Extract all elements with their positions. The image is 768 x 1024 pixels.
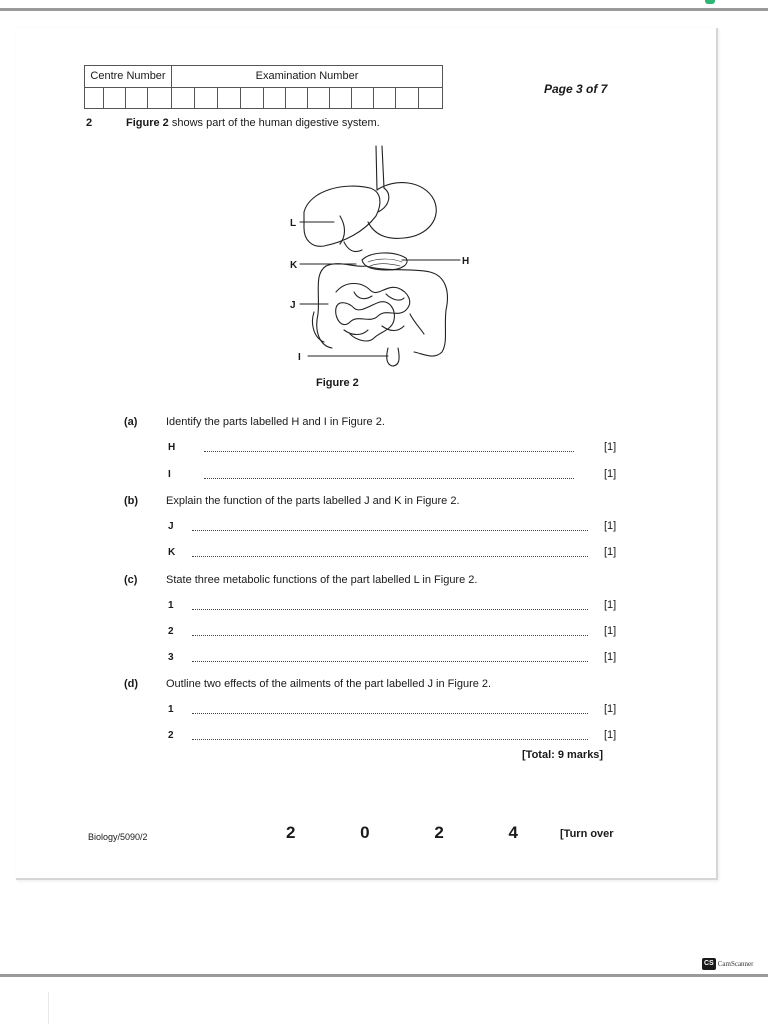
answer-line-c-3[interactable] xyxy=(192,660,588,662)
part-c-stem: State three metabolic functions of the part labelled L in Figure 2. xyxy=(166,574,478,586)
page-edge-mark xyxy=(48,992,49,1024)
part-d-label-2: 2 xyxy=(168,730,174,741)
part-d-label-1: 1 xyxy=(168,704,174,715)
part-c-label-3: 3 xyxy=(168,652,174,663)
pancreas-texture xyxy=(368,259,402,266)
total-marks: [Total: 9 marks] xyxy=(522,749,604,761)
mark-a-i: [1] xyxy=(604,468,617,480)
digestive-system-diagram xyxy=(274,142,474,367)
centre-number-label: Centre Number xyxy=(85,66,172,87)
camscanner-logo-icon: CS xyxy=(702,958,716,970)
part-c-label-1: 1 xyxy=(168,600,174,611)
figure-caption: Figure 2 xyxy=(316,377,359,389)
part-b-stem: Explain the function of the parts labelled J and K in Figure 2. xyxy=(166,495,460,507)
figure-label-j: J xyxy=(290,300,296,311)
examination-number-label: Examination Number xyxy=(255,70,359,82)
mark-a-h: [1] xyxy=(604,441,617,453)
bottom-border xyxy=(0,974,768,977)
question-number: 2 xyxy=(86,117,93,129)
turn-over-note: [Turn over xyxy=(560,828,614,840)
camscanner-name: CamScanner xyxy=(717,960,754,968)
rectum xyxy=(387,348,399,366)
part-c-letter: (c) xyxy=(124,574,138,586)
part-a-letter: (a) xyxy=(124,416,138,428)
ascending-colon-inner xyxy=(312,312,324,342)
answer-line-c-1[interactable] xyxy=(192,608,588,610)
oesophagus-line-b xyxy=(382,146,384,188)
part-c-label-2: 2 xyxy=(168,626,174,637)
part-a-label-h: H xyxy=(168,442,176,453)
id-entry-cell[interactable] xyxy=(103,87,104,109)
scroll-indicator xyxy=(705,0,715,4)
id-entry-cell[interactable] xyxy=(125,87,126,109)
figure-label-h: H xyxy=(462,256,470,267)
part-a-label-i: I xyxy=(168,469,171,480)
answer-line-a-h[interactable] xyxy=(204,450,574,452)
id-entry-cell[interactable] xyxy=(171,87,172,109)
id-entry-cell[interactable] xyxy=(147,87,148,109)
figure-label-k: K xyxy=(290,260,298,271)
mark-c-2: [1] xyxy=(604,625,617,637)
id-entry-cell[interactable] xyxy=(418,87,419,109)
answer-line-b-k[interactable] xyxy=(192,555,588,557)
question-intro-text: shows part of the human digestive system. xyxy=(168,117,380,129)
camscanner-watermark xyxy=(702,958,754,970)
bile-duct xyxy=(344,242,362,252)
id-entry-cell[interactable] xyxy=(395,87,396,109)
page-number: Page 3 of 7 xyxy=(544,82,608,96)
id-entry-cell[interactable] xyxy=(351,87,352,109)
exam-year: 2 0 2 4 xyxy=(286,823,548,842)
mark-d-1: [1] xyxy=(604,703,617,715)
part-d-letter: (d) xyxy=(124,678,139,690)
answer-line-d-1[interactable] xyxy=(192,712,588,714)
id-entry-cell[interactable] xyxy=(373,87,374,109)
id-entry-cell[interactable] xyxy=(329,87,330,109)
paper-code: Biology/5090/2 xyxy=(88,832,148,842)
id-entry-cell[interactable] xyxy=(263,87,264,109)
part-b-label-k: K xyxy=(168,547,176,558)
candidate-id-table xyxy=(84,65,443,109)
liver-outline xyxy=(304,186,380,246)
id-entry-cell[interactable] xyxy=(285,87,286,109)
mark-b-k: [1] xyxy=(604,546,617,558)
id-entry-cell[interactable] xyxy=(194,87,195,109)
top-border xyxy=(0,8,768,11)
large-intestine xyxy=(317,264,448,356)
question-intro xyxy=(126,117,380,129)
answer-line-d-2[interactable] xyxy=(192,738,588,740)
figure-label-i: I xyxy=(298,352,301,363)
id-entry-cell[interactable] xyxy=(307,87,308,109)
mark-c-3: [1] xyxy=(604,651,617,663)
answer-line-a-i[interactable] xyxy=(204,477,574,479)
id-entry-cells xyxy=(85,87,442,109)
part-b-letter: (b) xyxy=(124,495,139,507)
id-entry-cell[interactable] xyxy=(240,87,241,109)
oesophagus-line-a xyxy=(376,146,377,190)
part-b-label-j: J xyxy=(168,521,174,532)
part-d-stem: Outline two effects of the ailments of the part labelled J in Figure 2. xyxy=(166,678,492,690)
answer-line-b-j[interactable] xyxy=(192,529,588,531)
figure-label-l: L xyxy=(290,218,297,229)
mark-c-1: [1] xyxy=(604,599,617,611)
exam-page xyxy=(16,28,718,880)
id-table-header xyxy=(85,66,442,88)
mark-d-2: [1] xyxy=(604,729,617,741)
part-a-stem: Identify the parts labelled H and I in Figure 2. xyxy=(166,416,385,428)
id-entry-cell[interactable] xyxy=(217,87,218,109)
mark-b-j: [1] xyxy=(604,520,617,532)
question-intro-figure-ref: Figure 2 xyxy=(126,117,169,129)
answer-line-c-2[interactable] xyxy=(192,634,588,636)
